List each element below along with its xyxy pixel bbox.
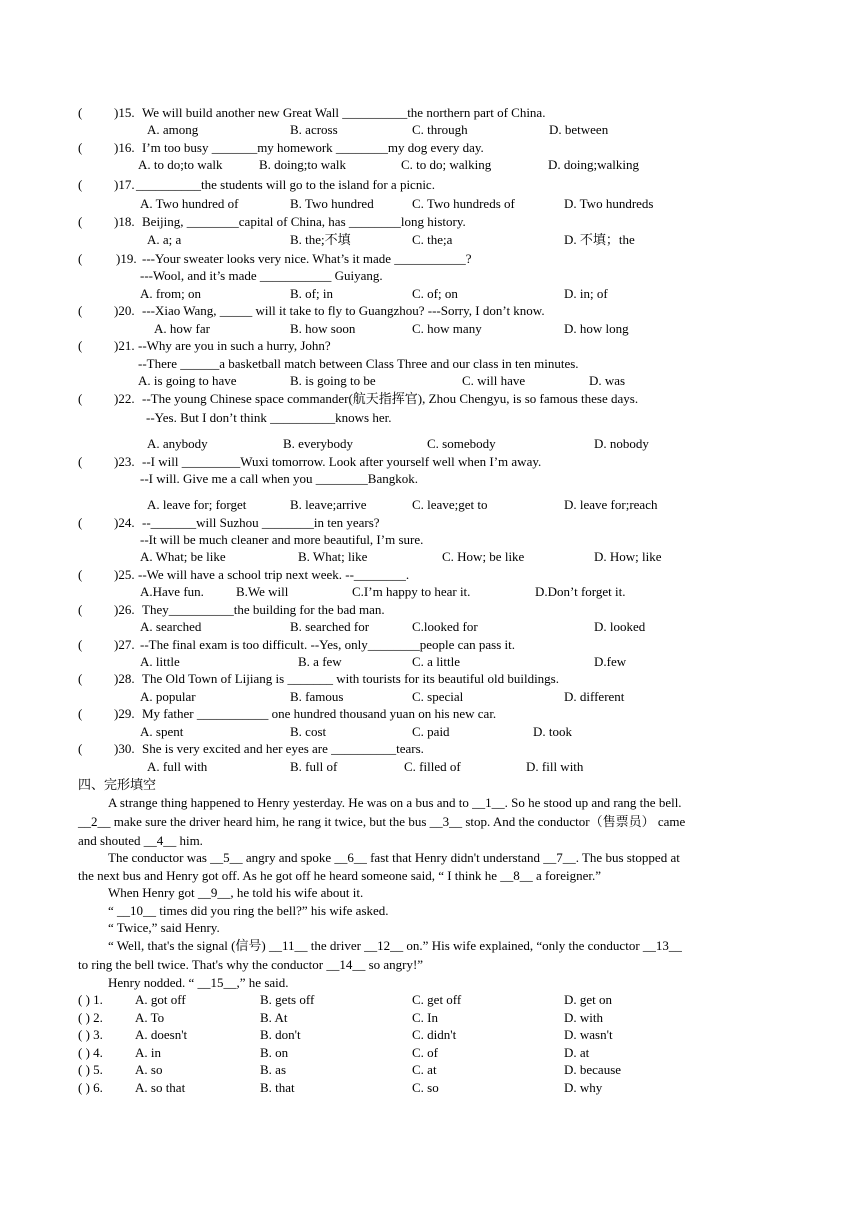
- section-title: 四、完形填空: [78, 777, 157, 792]
- cloze-number: ( ) 6.: [78, 1080, 103, 1095]
- option-c: C.looked for: [412, 619, 478, 634]
- cloze-number: ( ) 4.: [78, 1045, 103, 1060]
- question-text: The Old Town of Lijiang is _______ with tourists for its beautiful old buildings.: [142, 671, 559, 686]
- option-b: B. that: [260, 1080, 295, 1095]
- option-a: A. a; a: [147, 232, 182, 247]
- option-d: D. in; of: [564, 286, 608, 301]
- option-d: D. looked: [594, 619, 646, 634]
- question-text: My father ___________ one hundred thousand yuan on his new car.: [142, 706, 497, 721]
- option-b: B. What; like: [298, 549, 368, 564]
- option-c: C. to do; walking: [401, 157, 492, 172]
- passage-line: and shouted __4__ him.: [78, 833, 203, 848]
- passage-line: the next bus and Henry got off. As he got off he heard someone said, “ I think he __8__ a foreigner.”: [78, 868, 601, 883]
- option-a: A. anybody: [147, 436, 208, 451]
- option-b: B.We will: [236, 584, 289, 599]
- option-b: B. Two hundred: [290, 196, 374, 211]
- option-b: B. of; in: [290, 286, 333, 301]
- question-number: )15.: [114, 105, 135, 120]
- question-text: We will build another new Great Wall __________the northern part of China.: [142, 105, 546, 120]
- option-a: A. Two hundred of: [140, 196, 239, 211]
- option-c: C. at: [412, 1062, 437, 1077]
- option-c: C. of: [412, 1045, 438, 1060]
- option-d: D. How; like: [594, 549, 662, 564]
- cloze-number: ( ) 2.: [78, 1010, 103, 1025]
- option-d: D. because: [564, 1062, 622, 1077]
- option-d: D.Don’t forget it.: [535, 584, 626, 599]
- option-c: C. special: [412, 689, 464, 704]
- option-a: A. full with: [147, 759, 208, 774]
- option-d: D. nobody: [594, 436, 649, 451]
- passage-line: A strange thing happened to Henry yesterday. He was on a bus and to __1__. So he stood up and rang the bell.: [108, 795, 682, 810]
- cloze-number: ( ) 3.: [78, 1027, 103, 1042]
- option-c: C. In: [412, 1010, 438, 1025]
- option-d: D. why: [564, 1080, 603, 1095]
- option-a: A. from; on: [140, 286, 202, 301]
- question-text: I’m too busy _______my homework ________my dog every day.: [142, 140, 484, 155]
- option-d: D. wasn't: [564, 1027, 613, 1042]
- option-b: B. across: [290, 122, 338, 137]
- question-text: --_______will Suzhou ________in ten years?: [142, 515, 380, 530]
- option-d: D. between: [549, 122, 609, 137]
- option-b: B. At: [260, 1010, 288, 1025]
- option-d: D.few: [594, 654, 627, 669]
- option-c: C. will have: [462, 373, 526, 388]
- question-text: She is very excited and her eyes are __________tears.: [142, 741, 424, 756]
- passage-line: When Henry got __9__, he told his wife about it.: [108, 885, 364, 900]
- option-b: B. everybody: [283, 436, 354, 451]
- option-c: C. a little: [412, 654, 461, 669]
- option-a: A. so that: [135, 1080, 186, 1095]
- question-text: --The final exam is too difficult. --Yes, only________people can pass it.: [140, 637, 516, 652]
- option-d: D. at: [564, 1045, 590, 1060]
- option-a: A. leave for; forget: [147, 497, 247, 512]
- option-d: D. how long: [564, 321, 629, 336]
- cloze-number: ( ) 5.: [78, 1062, 103, 1077]
- option-d: D. leave for;reach: [564, 497, 658, 512]
- passage-line: “ Twice,” said Henry.: [108, 920, 220, 935]
- question-text: ---Your sweater looks very nice. What’s it made ___________?: [142, 251, 472, 266]
- option-b: B. how soon: [290, 321, 356, 336]
- option-a: A. among: [147, 122, 199, 137]
- option-c: C.I’m happy to hear it.: [352, 584, 471, 599]
- passage-line: “ __10__ times did you ring the bell?” his wife asked.: [108, 903, 389, 918]
- option-b: B. gets off: [260, 992, 315, 1007]
- option-a: A. popular: [140, 689, 196, 704]
- option-b: B. searched for: [290, 619, 370, 634]
- option-c: C. through: [412, 122, 468, 137]
- option-c: C. leave;get to: [412, 497, 488, 512]
- option-c: C. Two hundreds of: [412, 196, 515, 211]
- option-b: B. as: [260, 1062, 286, 1077]
- option-d: D. different: [564, 689, 625, 704]
- option-b: B. a few: [298, 654, 342, 669]
- option-a: A. so: [135, 1062, 163, 1077]
- option-b: B. the;不填: [290, 232, 351, 247]
- option-c: C. How; be like: [442, 549, 525, 564]
- option-b: B. leave;arrive: [290, 497, 367, 512]
- option-c: C. paid: [412, 724, 450, 739]
- option-b: B. don't: [260, 1027, 301, 1042]
- question-text: Beijing, ________capital of China, has ________long history.: [142, 214, 466, 229]
- option-c: C. the;a: [412, 232, 453, 247]
- option-b: B. full of: [290, 759, 338, 774]
- option-d: D. with: [564, 1010, 603, 1025]
- passage-line: __2__ make sure the driver heard him, he rang it twice, but the bus __3__ stop. And the conductor（售票员） came: [78, 814, 686, 829]
- question-text: --I will _________Wuxi tomorrow. Look after yourself well when I’m away.: [142, 454, 542, 469]
- option-a: A. To: [135, 1010, 165, 1025]
- option-a: A. What; be like: [140, 549, 226, 564]
- option-d: D. get on: [564, 992, 613, 1007]
- option-d: D. took: [533, 724, 572, 739]
- answer-bracket: (: [78, 105, 83, 120]
- question-text: They__________the building for the bad man.: [142, 602, 385, 617]
- option-c: C. so: [412, 1080, 439, 1095]
- option-c: C. how many: [412, 321, 482, 336]
- question-text: --I will. Give me a call when you ________Bangkok.: [140, 471, 418, 486]
- option-a: A.Have fun.: [140, 584, 204, 599]
- question-text: --It will be much cleaner and more beautiful, I’m sure.: [140, 532, 424, 547]
- passage-line: to ring the bell twice. That's why the conductor __14__ so angry!”: [78, 957, 424, 972]
- option-b: B. on: [260, 1045, 289, 1060]
- question-text: --There ______a basketball match between Class Three and our class in ten minutes.: [138, 356, 579, 371]
- option-a: A. in: [135, 1045, 161, 1060]
- option-c: C. didn't: [412, 1027, 457, 1042]
- option-a: A. little: [140, 654, 180, 669]
- option-b: B. cost: [290, 724, 327, 739]
- option-a: A. to do;to walk: [138, 157, 223, 172]
- question-text: ---Wool, and it’s made ___________ Guiyang.: [140, 268, 383, 283]
- option-a: A. searched: [140, 619, 202, 634]
- passage-line: The conductor was __5__ angry and spoke __6__ fast that Henry didn't understand __7__. The bus stopped at: [108, 850, 680, 865]
- option-b: B. famous: [290, 689, 344, 704]
- question-text: --Yes. But I don’t think __________knows her.: [146, 410, 392, 425]
- option-d: D. fill with: [526, 759, 584, 774]
- question-text: --We will have a school trip next week. --________.: [138, 567, 410, 582]
- question-text: __________the students will go to the island for a picnic.: [136, 177, 435, 192]
- question-text: --The young Chinese space commander(航天指挥官), Zhou Chengyu, is so famous these days.: [142, 391, 639, 406]
- option-d: D. was: [589, 373, 626, 388]
- option-c: C. get off: [412, 992, 462, 1007]
- passage-line: Henry nodded. “ __15__,” he said.: [108, 975, 289, 990]
- option-b: B. doing;to walk: [259, 157, 347, 172]
- option-c: C. filled of: [404, 759, 461, 774]
- option-d: D. 不填；the: [564, 232, 635, 247]
- option-d: D. Two hundreds: [564, 196, 654, 211]
- option-a: A. how far: [154, 321, 210, 336]
- cloze-number: ( ) 1.: [78, 992, 103, 1007]
- option-b: B. is going to be: [290, 373, 376, 388]
- option-a: A. got off: [135, 992, 186, 1007]
- passage-line: “ Well, that's the signal (信号) __11__ the driver __12__ on.” His wife explained, “only the conductor __13__: [108, 938, 682, 953]
- option-a: A. doesn't: [135, 1027, 188, 1042]
- option-c: C. somebody: [427, 436, 496, 451]
- option-a: A. spent: [140, 724, 184, 739]
- option-a: A. is going to have: [138, 373, 237, 388]
- question-text: --Why are you in such a hurry, John?: [138, 338, 331, 353]
- option-c: C. of; on: [412, 286, 458, 301]
- option-d: D. doing;walking: [548, 157, 639, 172]
- question-text: ---Xiao Wang, _____ will it take to fly to Guangzhou? ---Sorry, I don’t know.: [142, 303, 545, 318]
